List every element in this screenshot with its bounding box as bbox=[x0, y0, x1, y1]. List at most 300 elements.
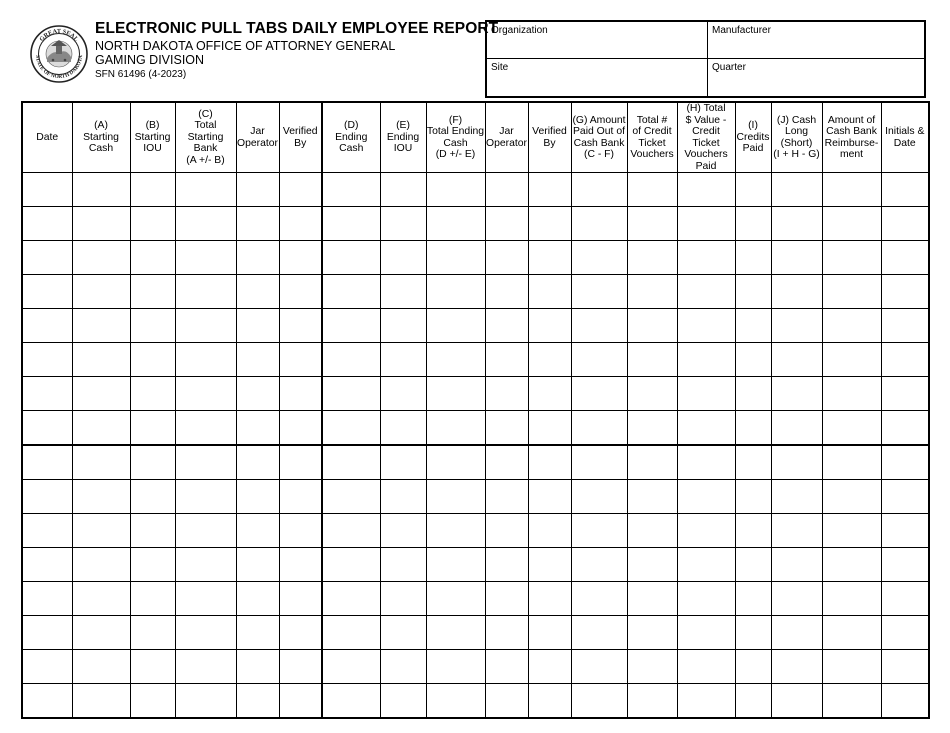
entry-cell[interactable] bbox=[322, 173, 380, 207]
entry-cell[interactable] bbox=[881, 275, 929, 309]
entry-cell[interactable] bbox=[881, 309, 929, 343]
entry-cell[interactable] bbox=[322, 275, 380, 309]
entry-cell[interactable] bbox=[130, 207, 175, 241]
entry-cell[interactable] bbox=[771, 684, 822, 719]
entry-cell[interactable] bbox=[175, 650, 236, 684]
entry-cell[interactable] bbox=[677, 173, 735, 207]
entry-cell[interactable] bbox=[627, 650, 677, 684]
entry-cell[interactable] bbox=[485, 445, 528, 480]
entry-cell[interactable] bbox=[771, 411, 822, 446]
entry-cell[interactable] bbox=[822, 616, 881, 650]
entry-cell[interactable] bbox=[735, 173, 771, 207]
entry-cell[interactable] bbox=[130, 514, 175, 548]
entry-cell[interactable] bbox=[627, 684, 677, 719]
entry-cell[interactable] bbox=[236, 377, 279, 411]
entry-cell[interactable] bbox=[627, 616, 677, 650]
entry-cell[interactable] bbox=[528, 684, 571, 719]
entry-cell[interactable] bbox=[130, 480, 175, 514]
manufacturer-field[interactable] bbox=[708, 22, 924, 59]
entry-cell[interactable] bbox=[571, 480, 627, 514]
entry-cell[interactable] bbox=[426, 411, 485, 446]
entry-cell[interactable] bbox=[822, 309, 881, 343]
entry-cell[interactable] bbox=[22, 241, 72, 275]
entry-cell[interactable] bbox=[426, 582, 485, 616]
entry-cell[interactable] bbox=[485, 241, 528, 275]
entry-cell[interactable] bbox=[72, 480, 130, 514]
entry-cell[interactable] bbox=[822, 480, 881, 514]
entry-cell[interactable] bbox=[485, 582, 528, 616]
entry-cell[interactable] bbox=[822, 275, 881, 309]
entry-cell[interactable] bbox=[571, 275, 627, 309]
entry-cell[interactable] bbox=[771, 514, 822, 548]
entry-cell[interactable] bbox=[771, 207, 822, 241]
entry-cell[interactable] bbox=[571, 343, 627, 377]
entry-cell[interactable] bbox=[771, 650, 822, 684]
entry-cell[interactable] bbox=[822, 445, 881, 480]
entry-cell[interactable] bbox=[426, 173, 485, 207]
entry-cell[interactable] bbox=[735, 616, 771, 650]
entry-cell[interactable] bbox=[677, 684, 735, 719]
entry-cell[interactable] bbox=[130, 411, 175, 446]
entry-cell[interactable] bbox=[822, 650, 881, 684]
entry-cell[interactable] bbox=[279, 445, 322, 480]
entry-cell[interactable] bbox=[677, 616, 735, 650]
entry-cell[interactable] bbox=[130, 582, 175, 616]
entry-cell[interactable] bbox=[322, 241, 380, 275]
entry-cell[interactable] bbox=[72, 445, 130, 480]
entry-cell[interactable] bbox=[322, 309, 380, 343]
entry-cell[interactable] bbox=[279, 241, 322, 275]
entry-cell[interactable] bbox=[771, 616, 822, 650]
entry-cell[interactable] bbox=[735, 275, 771, 309]
entry-cell[interactable] bbox=[426, 275, 485, 309]
entry-cell[interactable] bbox=[22, 377, 72, 411]
organization-field[interactable] bbox=[487, 22, 708, 59]
entry-cell[interactable] bbox=[426, 377, 485, 411]
entry-cell[interactable] bbox=[175, 480, 236, 514]
entry-cell[interactable] bbox=[485, 377, 528, 411]
entry-cell[interactable] bbox=[72, 582, 130, 616]
entry-cell[interactable] bbox=[735, 377, 771, 411]
entry-cell[interactable] bbox=[677, 241, 735, 275]
entry-cell[interactable] bbox=[528, 377, 571, 411]
entry-cell[interactable] bbox=[380, 480, 426, 514]
entry-cell[interactable] bbox=[236, 207, 279, 241]
entry-cell[interactable] bbox=[322, 445, 380, 480]
entry-cell[interactable] bbox=[22, 309, 72, 343]
entry-cell[interactable] bbox=[236, 616, 279, 650]
entry-cell[interactable] bbox=[627, 582, 677, 616]
entry-cell[interactable] bbox=[175, 207, 236, 241]
site-field[interactable] bbox=[487, 59, 708, 96]
entry-cell[interactable] bbox=[380, 309, 426, 343]
organization-label: Organization bbox=[491, 25, 548, 36]
entry-cell[interactable] bbox=[485, 548, 528, 582]
entry-cell[interactable] bbox=[175, 309, 236, 343]
entry-cell[interactable] bbox=[571, 173, 627, 207]
entry-cell[interactable] bbox=[236, 514, 279, 548]
entry-cell[interactable] bbox=[236, 411, 279, 446]
entry-cell[interactable] bbox=[528, 411, 571, 446]
entry-cell[interactable] bbox=[881, 514, 929, 548]
entry-cell[interactable] bbox=[677, 582, 735, 616]
entry-cell[interactable] bbox=[380, 241, 426, 275]
entry-cell[interactable] bbox=[175, 343, 236, 377]
column-header-line: Vouchers bbox=[684, 149, 728, 160]
entry-cell[interactable] bbox=[426, 241, 485, 275]
entry-cell[interactable] bbox=[485, 309, 528, 343]
entry-cell[interactable] bbox=[322, 616, 380, 650]
entry-cell[interactable] bbox=[236, 343, 279, 377]
entry-cell[interactable] bbox=[735, 548, 771, 582]
entry-cell[interactable] bbox=[881, 684, 929, 719]
entry-cell[interactable] bbox=[485, 650, 528, 684]
entry-cell[interactable] bbox=[380, 514, 426, 548]
entry-cell[interactable] bbox=[426, 480, 485, 514]
entry-cell[interactable] bbox=[72, 377, 130, 411]
column-header bbox=[175, 102, 236, 173]
entry-cell[interactable] bbox=[380, 343, 426, 377]
entry-cell[interactable] bbox=[380, 173, 426, 207]
entry-cell[interactable] bbox=[426, 445, 485, 480]
entry-cell[interactable] bbox=[627, 343, 677, 377]
entry-cell[interactable] bbox=[72, 309, 130, 343]
entry-cell[interactable] bbox=[380, 411, 426, 446]
entry-cell[interactable] bbox=[279, 616, 322, 650]
column-header-line: Total Starting bbox=[187, 120, 224, 143]
entry-cell[interactable] bbox=[426, 343, 485, 377]
entry-cell[interactable] bbox=[175, 445, 236, 480]
entry-cell[interactable] bbox=[677, 377, 735, 411]
entry-cell[interactable] bbox=[771, 309, 822, 343]
entry-cell[interactable] bbox=[22, 445, 72, 480]
entry-cell[interactable] bbox=[22, 173, 72, 207]
entry-cell[interactable] bbox=[485, 514, 528, 548]
entry-cell[interactable] bbox=[677, 343, 735, 377]
entry-cell[interactable] bbox=[426, 548, 485, 582]
entry-cell[interactable] bbox=[130, 616, 175, 650]
entry-cell[interactable] bbox=[571, 650, 627, 684]
entry-cell[interactable] bbox=[485, 207, 528, 241]
entry-cell[interactable] bbox=[72, 514, 130, 548]
entry-cell[interactable] bbox=[279, 207, 322, 241]
entry-cell[interactable] bbox=[175, 684, 236, 719]
entry-cell[interactable] bbox=[571, 207, 627, 241]
entry-cell[interactable] bbox=[677, 445, 735, 480]
entry-cell[interactable] bbox=[677, 548, 735, 582]
entry-cell[interactable] bbox=[279, 480, 322, 514]
entry-cell[interactable] bbox=[571, 582, 627, 616]
entry-cell[interactable] bbox=[627, 275, 677, 309]
entry-cell[interactable] bbox=[677, 480, 735, 514]
entry-cell[interactable] bbox=[130, 241, 175, 275]
entry-cell[interactable] bbox=[322, 650, 380, 684]
entry-cell[interactable] bbox=[380, 582, 426, 616]
entry-cell[interactable] bbox=[677, 650, 735, 684]
entry-cell[interactable] bbox=[175, 411, 236, 446]
entry-cell[interactable] bbox=[771, 445, 822, 480]
entry-cell[interactable] bbox=[571, 241, 627, 275]
entry-cell[interactable] bbox=[279, 343, 322, 377]
entry-cell[interactable] bbox=[175, 377, 236, 411]
entry-cell[interactable] bbox=[881, 582, 929, 616]
entry-cell[interactable] bbox=[22, 343, 72, 377]
entry-cell[interactable] bbox=[735, 684, 771, 719]
entry-cell[interactable] bbox=[130, 275, 175, 309]
entry-cell[interactable] bbox=[485, 480, 528, 514]
entry-cell[interactable] bbox=[771, 343, 822, 377]
entry-cell[interactable] bbox=[130, 173, 175, 207]
entry-cell[interactable] bbox=[426, 309, 485, 343]
entry-cell[interactable] bbox=[72, 275, 130, 309]
entry-cell[interactable] bbox=[528, 275, 571, 309]
entry-cell[interactable] bbox=[822, 548, 881, 582]
entry-cell[interactable] bbox=[279, 650, 322, 684]
entry-cell[interactable] bbox=[735, 343, 771, 377]
entry-cell[interactable] bbox=[822, 173, 881, 207]
quarter-field[interactable] bbox=[708, 59, 924, 96]
entry-cell[interactable] bbox=[236, 241, 279, 275]
entry-cell[interactable] bbox=[22, 616, 72, 650]
entry-cell[interactable] bbox=[627, 514, 677, 548]
entry-cell[interactable] bbox=[771, 582, 822, 616]
entry-cell[interactable] bbox=[322, 411, 380, 446]
entry-cell[interactable] bbox=[322, 480, 380, 514]
entry-cell[interactable] bbox=[279, 514, 322, 548]
entry-cell[interactable] bbox=[426, 616, 485, 650]
entry-cell[interactable] bbox=[627, 173, 677, 207]
entry-cell[interactable] bbox=[677, 207, 735, 241]
entry-cell[interactable] bbox=[72, 616, 130, 650]
entry-cell[interactable] bbox=[528, 480, 571, 514]
entry-cell[interactable] bbox=[822, 582, 881, 616]
entry-cell[interactable] bbox=[22, 480, 72, 514]
entry-cell[interactable] bbox=[130, 377, 175, 411]
entry-cell[interactable] bbox=[322, 548, 380, 582]
manufacturer-label: Manufacturer bbox=[712, 25, 771, 36]
entry-cell[interactable] bbox=[380, 684, 426, 719]
entry-cell[interactable] bbox=[72, 207, 130, 241]
entry-cell[interactable] bbox=[72, 650, 130, 684]
entry-cell[interactable] bbox=[571, 514, 627, 548]
entry-cell[interactable] bbox=[175, 241, 236, 275]
entry-cell[interactable] bbox=[822, 514, 881, 548]
entry-cell[interactable] bbox=[279, 548, 322, 582]
entry-cell[interactable] bbox=[571, 548, 627, 582]
entry-cell[interactable] bbox=[571, 309, 627, 343]
entry-cell[interactable] bbox=[175, 275, 236, 309]
entry-cell[interactable] bbox=[771, 241, 822, 275]
entry-cell[interactable] bbox=[130, 343, 175, 377]
entry-cell[interactable] bbox=[627, 480, 677, 514]
entry-cell[interactable] bbox=[771, 377, 822, 411]
entry-cell[interactable] bbox=[627, 241, 677, 275]
entry-cell[interactable] bbox=[22, 582, 72, 616]
entry-cell[interactable] bbox=[279, 684, 322, 719]
entry-cell[interactable] bbox=[380, 616, 426, 650]
entry-cell[interactable] bbox=[528, 309, 571, 343]
entry-cell[interactable] bbox=[627, 548, 677, 582]
entry-cell[interactable] bbox=[485, 343, 528, 377]
entry-cell[interactable] bbox=[279, 173, 322, 207]
entry-cell[interactable] bbox=[822, 684, 881, 719]
entry-cell[interactable] bbox=[22, 514, 72, 548]
entry-cell[interactable] bbox=[426, 514, 485, 548]
entry-cell[interactable] bbox=[528, 343, 571, 377]
entry-cell[interactable] bbox=[236, 480, 279, 514]
entry-cell[interactable] bbox=[322, 377, 380, 411]
entry-cell[interactable] bbox=[627, 377, 677, 411]
entry-cell[interactable] bbox=[677, 309, 735, 343]
entry-cell[interactable] bbox=[22, 684, 72, 719]
entry-cell[interactable] bbox=[735, 582, 771, 616]
entry-cell[interactable] bbox=[485, 616, 528, 650]
entry-cell[interactable] bbox=[175, 582, 236, 616]
entry-cell[interactable] bbox=[130, 650, 175, 684]
entry-cell[interactable] bbox=[735, 241, 771, 275]
entry-cell[interactable] bbox=[236, 684, 279, 719]
entry-cell[interactable] bbox=[677, 411, 735, 446]
entry-cell[interactable] bbox=[175, 173, 236, 207]
entry-cell[interactable] bbox=[881, 377, 929, 411]
entry-cell[interactable] bbox=[236, 548, 279, 582]
entry-cell[interactable] bbox=[22, 411, 72, 446]
entry-cell[interactable] bbox=[528, 445, 571, 480]
entry-cell[interactable] bbox=[881, 173, 929, 207]
entry-cell[interactable] bbox=[72, 241, 130, 275]
entry-cell[interactable] bbox=[881, 616, 929, 650]
entry-cell[interactable] bbox=[279, 275, 322, 309]
entry-cell[interactable] bbox=[236, 650, 279, 684]
entry-cell[interactable] bbox=[627, 207, 677, 241]
entry-cell[interactable] bbox=[771, 275, 822, 309]
entry-cell[interactable] bbox=[279, 582, 322, 616]
entry-cell[interactable] bbox=[771, 480, 822, 514]
entry-cell[interactable] bbox=[735, 514, 771, 548]
entry-cell[interactable] bbox=[130, 445, 175, 480]
entry-cell[interactable] bbox=[627, 309, 677, 343]
entry-cell[interactable] bbox=[528, 548, 571, 582]
entry-cell[interactable] bbox=[72, 411, 130, 446]
entry-cell[interactable] bbox=[881, 207, 929, 241]
entry-cell[interactable] bbox=[822, 377, 881, 411]
entry-cell[interactable] bbox=[279, 309, 322, 343]
entry-cell[interactable] bbox=[677, 275, 735, 309]
entry-cell[interactable] bbox=[175, 514, 236, 548]
entry-cell[interactable] bbox=[380, 650, 426, 684]
entry-cell[interactable] bbox=[627, 411, 677, 446]
entry-cell[interactable] bbox=[22, 207, 72, 241]
entry-cell[interactable] bbox=[485, 275, 528, 309]
entry-cell[interactable] bbox=[881, 650, 929, 684]
entry-cell[interactable] bbox=[380, 275, 426, 309]
entry-cell[interactable] bbox=[735, 309, 771, 343]
entry-cell[interactable] bbox=[22, 650, 72, 684]
entry-cell[interactable] bbox=[175, 548, 236, 582]
entry-cell[interactable] bbox=[571, 377, 627, 411]
entry-cell[interactable] bbox=[822, 241, 881, 275]
entry-cell[interactable] bbox=[528, 650, 571, 684]
entry-cell[interactable] bbox=[735, 480, 771, 514]
entry-cell[interactable] bbox=[735, 411, 771, 446]
entry-cell[interactable] bbox=[881, 411, 929, 446]
entry-cell[interactable] bbox=[380, 548, 426, 582]
entry-cell[interactable] bbox=[528, 582, 571, 616]
entry-cell[interactable] bbox=[130, 684, 175, 719]
entry-cell[interactable] bbox=[627, 445, 677, 480]
entry-cell[interactable] bbox=[571, 616, 627, 650]
entry-cell[interactable] bbox=[22, 548, 72, 582]
entry-cell[interactable] bbox=[279, 411, 322, 446]
entry-cell[interactable] bbox=[881, 548, 929, 582]
entry-cell[interactable] bbox=[322, 207, 380, 241]
entry-cell[interactable] bbox=[322, 582, 380, 616]
entry-cell[interactable] bbox=[822, 207, 881, 241]
entry-cell[interactable] bbox=[236, 275, 279, 309]
entry-cell[interactable] bbox=[735, 650, 771, 684]
table-row bbox=[22, 377, 929, 411]
entry-cell[interactable] bbox=[528, 241, 571, 275]
entry-cell[interactable] bbox=[571, 684, 627, 719]
entry-cell[interactable] bbox=[822, 411, 881, 446]
column-header-line: Cash bbox=[339, 143, 364, 155]
entry-cell[interactable] bbox=[528, 616, 571, 650]
entry-cell[interactable] bbox=[236, 582, 279, 616]
entry-cell[interactable] bbox=[175, 616, 236, 650]
entry-cell[interactable] bbox=[130, 309, 175, 343]
entry-cell[interactable] bbox=[528, 173, 571, 207]
entry-cell[interactable] bbox=[881, 445, 929, 480]
entry-cell[interactable] bbox=[735, 445, 771, 480]
entry-cell[interactable] bbox=[72, 548, 130, 582]
entry-cell[interactable] bbox=[677, 514, 735, 548]
entry-cell[interactable] bbox=[881, 480, 929, 514]
entry-cell[interactable] bbox=[22, 275, 72, 309]
entry-cell[interactable] bbox=[130, 548, 175, 582]
entry-cell[interactable] bbox=[322, 343, 380, 377]
entry-cell[interactable] bbox=[72, 684, 130, 719]
entry-cell[interactable] bbox=[236, 445, 279, 480]
entry-cell[interactable] bbox=[528, 207, 571, 241]
entry-cell[interactable] bbox=[380, 377, 426, 411]
entry-cell[interactable] bbox=[236, 173, 279, 207]
entry-cell[interactable] bbox=[485, 173, 528, 207]
entry-cell[interactable] bbox=[771, 548, 822, 582]
entry-cell[interactable] bbox=[426, 684, 485, 719]
entry-cell[interactable] bbox=[426, 207, 485, 241]
entry-cell[interactable] bbox=[426, 650, 485, 684]
entry-cell[interactable] bbox=[380, 207, 426, 241]
entry-cell[interactable] bbox=[822, 343, 881, 377]
entry-cell[interactable] bbox=[72, 173, 130, 207]
entry-cell[interactable] bbox=[881, 343, 929, 377]
entry-cell[interactable] bbox=[571, 411, 627, 446]
entry-cell[interactable] bbox=[322, 514, 380, 548]
entry-cell[interactable] bbox=[380, 445, 426, 480]
entry-cell[interactable] bbox=[485, 684, 528, 719]
entry-cell[interactable] bbox=[881, 241, 929, 275]
entry-cell[interactable] bbox=[236, 309, 279, 343]
column-header-line: Long bbox=[784, 126, 809, 137]
entry-cell[interactable] bbox=[322, 684, 380, 719]
entry-cell[interactable] bbox=[72, 343, 130, 377]
entry-cell[interactable] bbox=[528, 514, 571, 548]
entry-cell[interactable] bbox=[735, 207, 771, 241]
entry-cell[interactable] bbox=[771, 173, 822, 207]
entry-cell[interactable] bbox=[485, 411, 528, 446]
entry-cell[interactable] bbox=[571, 445, 627, 480]
entry-cell[interactable] bbox=[279, 377, 322, 411]
